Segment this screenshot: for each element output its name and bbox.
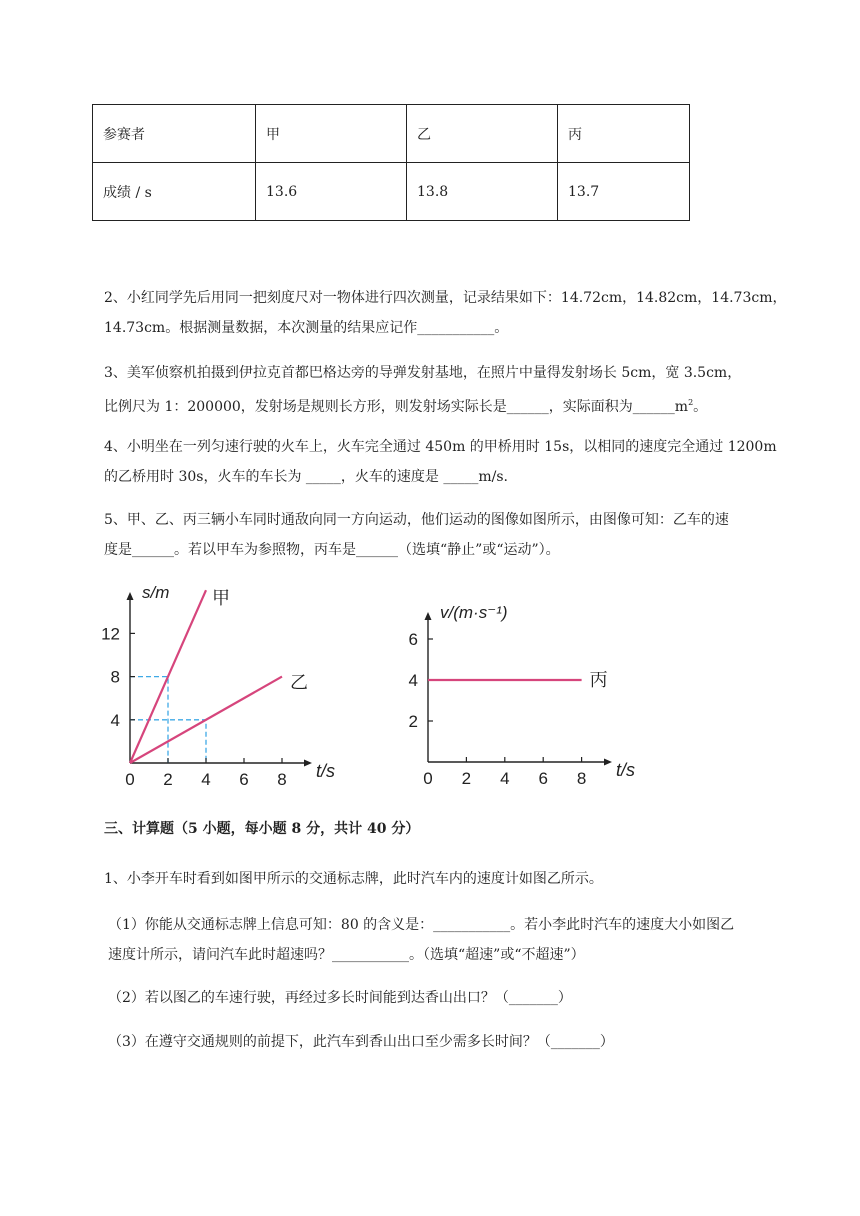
y-tick-label: 8 bbox=[110, 667, 120, 687]
y-axis-arrow bbox=[425, 612, 432, 620]
question-5 bbox=[104, 505, 804, 565]
question-3 bbox=[104, 358, 804, 422]
x-tick-label: 6 bbox=[239, 770, 249, 789]
series-label: 甲 bbox=[212, 588, 230, 609]
x-tick-label: 0 bbox=[423, 769, 433, 788]
part-3: （3）在遵守交通规则的前提下，此汽车到香山出口至少需多长时间？（_______） bbox=[108, 1034, 614, 1050]
question-4-line-1: 4、小明坐在一列匀速行驶的火车上，火车完全通过 450m 的甲桥用时 15s，以相同的速度完全通过 1200m bbox=[104, 439, 777, 455]
y-axis-label: v/(m·s⁻¹) bbox=[440, 603, 508, 622]
question-3-line-2 bbox=[104, 388, 804, 422]
part-1-line-1: （1）你能从交通标志牌上信息可知：80 的含义是：___________。若小李此时汽车的速度大小如图乙 bbox=[108, 917, 735, 933]
table-cell: 参赛者 bbox=[93, 105, 256, 163]
y-tick-label: 2 bbox=[408, 712, 418, 731]
square-superscript: 2 bbox=[688, 398, 694, 407]
question-3-line-1: 3、美军侦察机拍摄到伊拉克首都巴格达旁的导弹发射基地，在照片中量得发射场长 5cm，宽 3.5cm， bbox=[104, 365, 742, 381]
x-tick-label: 6 bbox=[538, 769, 548, 788]
part-2: （2）若以图乙的车速行驶，再经过多长时间能到达香山出口？（_______） bbox=[108, 990, 572, 1006]
x-tick-label: 0 bbox=[125, 770, 135, 789]
part-1-line-2: 速度计所示，请问汽车此时超速吗？___________。（选填“超速”或“不超速”） bbox=[108, 947, 585, 963]
question-5-line-2: 度是______。若以甲车为参照物，丙车是______（选填“静止”或“运动”）。 bbox=[104, 542, 560, 558]
table-cell: 丙 bbox=[558, 105, 690, 163]
x-tick-label: 2 bbox=[163, 770, 173, 789]
question-3-text: 比例尺为 1：200000，发射场是规则长方形，则发射场实际长是______，实际面积为______m bbox=[104, 399, 689, 415]
x-axis-label: t/s bbox=[316, 761, 336, 781]
x-tick-label: 4 bbox=[500, 769, 510, 788]
x-axis-arrow bbox=[604, 759, 612, 766]
section-3-question-1-text: 1、小李开车时看到如图甲所示的交通标志牌，此时汽车内的速度计如图乙所示。 bbox=[104, 871, 603, 887]
question-5-line-1: 5、甲、乙、丙三辆小车同时通敌向同一方向运动，他们运动的图像如图所示，由图像可知：乙车的速 bbox=[104, 512, 729, 528]
x-tick-label: 8 bbox=[277, 770, 287, 789]
question-2-line-1: 2、小红同学先后用同一把刻度尺对一物体进行四次测量，记录结果如下：14.72cm，14.82cm，14.73cm， bbox=[104, 290, 787, 306]
x-tick-label: 2 bbox=[461, 769, 472, 788]
table-cell: 乙 bbox=[407, 105, 558, 163]
st-graph bbox=[96, 586, 356, 790]
section-3-question-1 bbox=[104, 864, 804, 894]
y-axis-label: s/m bbox=[142, 586, 170, 602]
question-4 bbox=[104, 432, 804, 492]
question-2-line-2: 14.73cm。根据测量数据，本次测量的结果应记作___________。 bbox=[104, 320, 509, 336]
y-tick-label: 4 bbox=[408, 671, 418, 690]
y-tick-label: 12 bbox=[101, 624, 120, 644]
question-2 bbox=[104, 283, 804, 343]
series-label: 丙 bbox=[589, 670, 608, 690]
vt-graph bbox=[398, 600, 648, 790]
series-label: 乙 bbox=[290, 672, 308, 693]
question-3-tail: 。 bbox=[693, 399, 708, 415]
section-3-heading: 三、计算题（5 小题，每小题 8 分，共计 40 分） bbox=[104, 821, 420, 837]
part-1 bbox=[108, 910, 808, 970]
table-cell: 13.6 bbox=[256, 163, 407, 221]
y-tick-label: 4 bbox=[110, 710, 120, 730]
table-cell: 13.7 bbox=[558, 163, 690, 221]
x-axis-arrow bbox=[304, 760, 312, 767]
table-cell: 甲 bbox=[256, 105, 407, 163]
x-tick-label: 8 bbox=[576, 769, 587, 788]
table-row bbox=[93, 105, 690, 163]
y-tick-label: 6 bbox=[408, 630, 418, 649]
x-tick-label: 4 bbox=[201, 770, 211, 789]
question-4-line-2: 的乙桥用时 30s，火车的车长为 _____，火车的速度是 _____m/s. bbox=[104, 469, 508, 485]
table-cell: 成绩 / s bbox=[93, 163, 256, 221]
scores-table bbox=[92, 104, 690, 221]
table-cell: 13.8 bbox=[407, 163, 558, 221]
y-axis-arrow bbox=[127, 592, 134, 600]
x-axis-label: t/s bbox=[616, 760, 636, 780]
table-row bbox=[93, 163, 690, 221]
